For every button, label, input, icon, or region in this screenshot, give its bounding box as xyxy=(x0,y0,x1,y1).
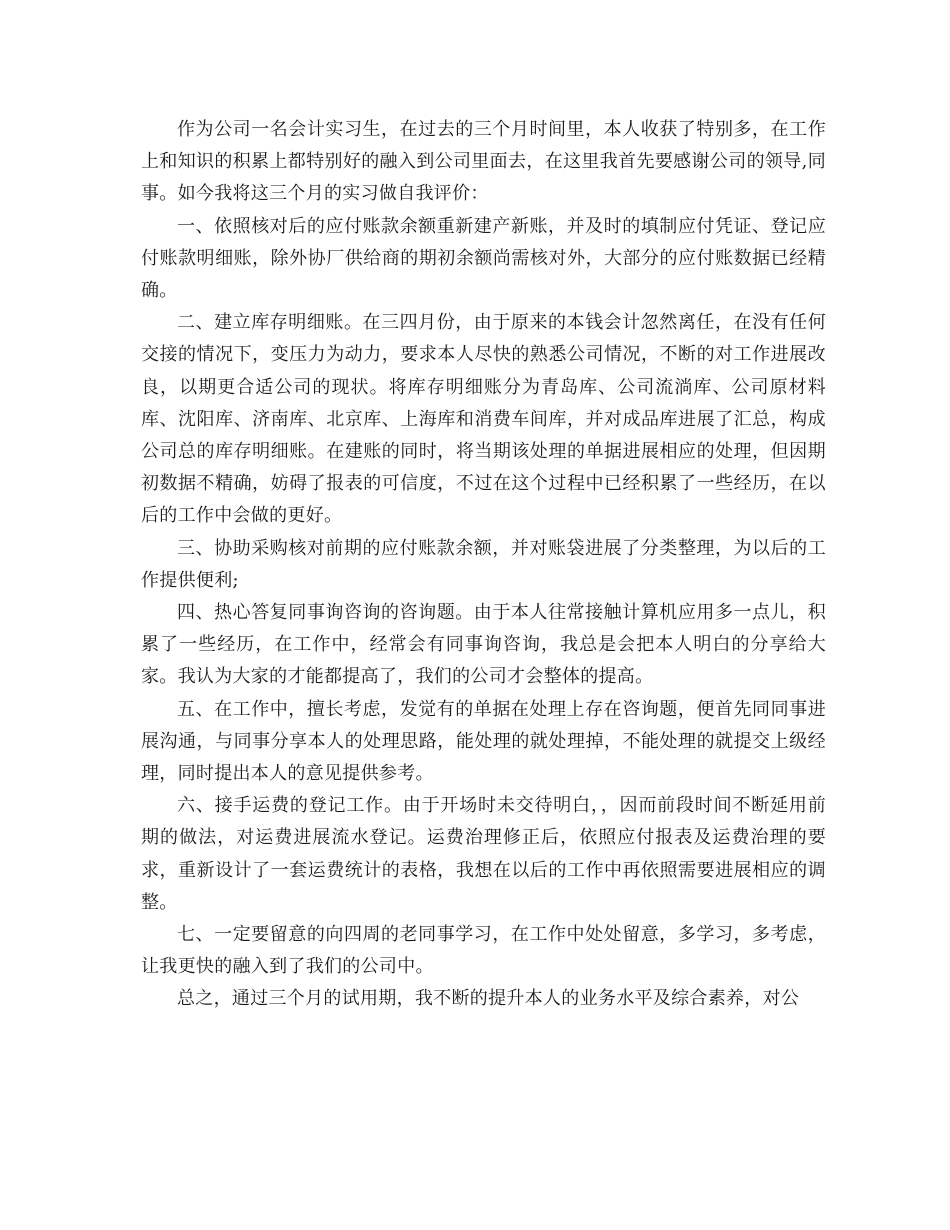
paragraph-item-6: 六、接手运费的登记工作。由于开场时未交待明白，，因而前段时间不断延用前期的做法，对运费进展流水登记。运费治理修正后，依照应付报表及运费治理的要求，重新设计了一套运费统计的表格，我想在以后的工作中再依照需要进展相应的调整。 xyxy=(141,795,826,913)
paragraph-intro: 作为公司一名会计实习生，在过去的三个月时间里，本人收获了特别多，在工作上和知识的积累上都特别好的融入到公司里面去，在这里我首先要感谢公司的领导,同事。如今我将这三个月的实习做自我评价： xyxy=(141,119,826,205)
paragraph-item-2: 二、建立库存明细账。在三四月份，由于原来的本钱会计忽然离任，在没有任何交接的情况下，变压力为动力，要求本人尽快的熟悉公司情况，不断的对工作进展改良，以期更合适公司的现状。将库存明细账分为青岛库、公司流淌库、公司原材料库、沈阳库、济南库、北京库、上海库和消费车间库，并对成品库进展了汇总，构成公司总的库存明细账。在建账的同时，将当期该处理的单据进展相应的处理，但因期初数据不精确，妨碍了报表的可信度，不过在这个过程中已经积累了一些经历，在以后的工作中会做的更好。 xyxy=(141,312,826,527)
paragraph-item-1: 一、依照核对后的应付账款余额重新建产新账，并及时的填制应付凭证、登记应付账款明细账，除外协厂供给商的期初余额尚需核对外，大部分的应付账数据已经精确。 xyxy=(141,215,826,302)
paragraph-conclusion: 总之，通过三个月的试用期，我不断的提升本人的业务水平及综合素养，对公 xyxy=(177,988,800,1010)
document-body xyxy=(141,114,826,1016)
paragraph-item-7: 七、一定要留意的向四周的老同事学习，在工作中处处留意，多学习，多考虑，让我更快的融入到了我们的公司中。 xyxy=(141,924,826,978)
paragraph-item-4: 四、热心答复同事询咨询的咨询题。由于本人往常接触计算机应用多一点儿，积累了一些经历，在工作中，经常会有同事询咨询，我总是会把本人明白的分享给大家。我认为大家的才能都提高了，我们的公司才会整体的提高。 xyxy=(141,602,826,688)
paragraph-item-3: 三、协助采购核对前期的应付账款余额，并对账袋进展了分类整理，为以后的工作提供便利; xyxy=(141,537,826,591)
paragraph-item-5: 五、在工作中，擅长考虑，发觉有的单据在处理上存在咨询题，便首先同同事进展沟通，与同事分享本人的处理思路，能处理的就处理掉，不能处理的就提交上级经理，同时提出本人的意见提供参考。 xyxy=(141,698,826,785)
